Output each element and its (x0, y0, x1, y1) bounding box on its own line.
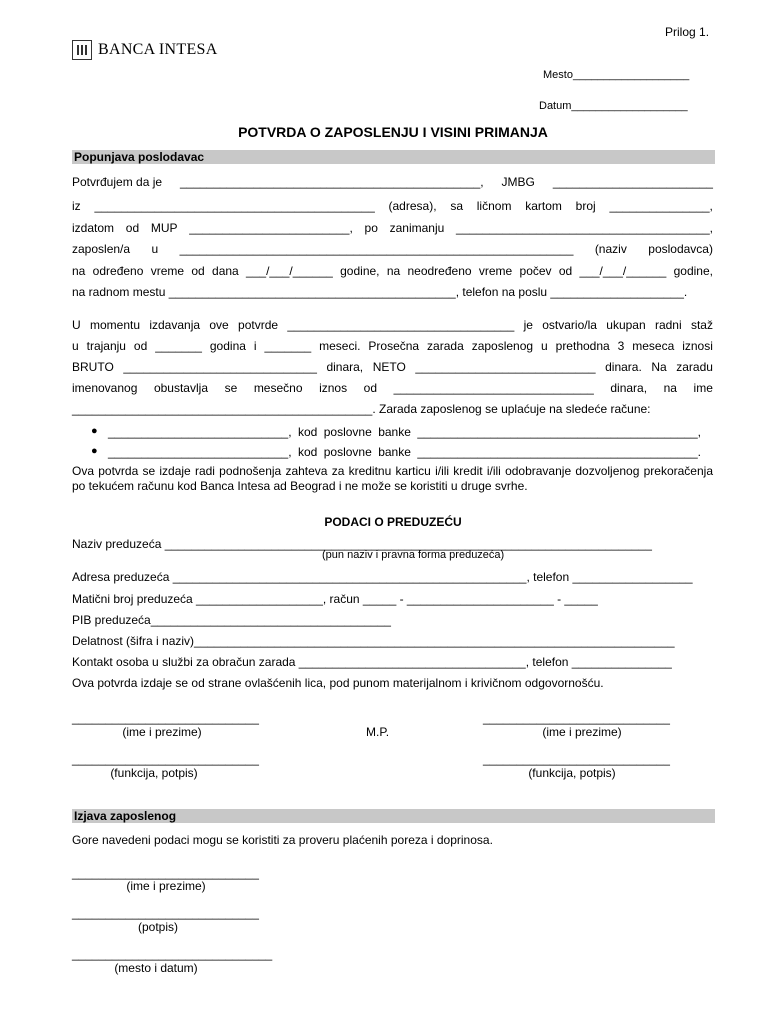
income-word: od (363, 381, 378, 395)
income-word: iznosi (682, 339, 713, 353)
income-word: i (253, 339, 257, 353)
income-word: meseci. (319, 339, 361, 353)
income-word: u (72, 339, 79, 353)
income-word: U (72, 318, 81, 332)
employer-word: od (558, 264, 573, 278)
employer-word: MUP (150, 221, 178, 235)
account-word: __________________________________________, (417, 425, 701, 439)
employer-word: izdatom (72, 221, 115, 235)
employer-word: ___/___/______ (246, 264, 333, 278)
employer-word: _______________, (609, 199, 713, 213)
income-word: zaradu (676, 360, 713, 374)
bank-logo (72, 40, 218, 60)
income-word: zaposlenog (471, 339, 534, 353)
mesto-field[interactable]: Mesto___________________ (543, 69, 690, 81)
employer-word: sa (450, 199, 463, 213)
employer-word: zaposlen/a (72, 242, 131, 256)
employer-word: Potvrđujem da je (72, 175, 163, 189)
employer-word: JMBG (501, 175, 535, 189)
employer-word: ___/___/______ (579, 264, 667, 278)
income-word: ime (693, 381, 713, 395)
account-line[interactable] (108, 445, 701, 459)
kontakt-field[interactable]: Kontakt osoba u službi za obračun zarada __________________________________, telefon _______________ (72, 655, 672, 669)
pib-field[interactable]: PIB preduzeća____________________________________ (72, 613, 391, 627)
account-word: ___________________________, (108, 425, 292, 439)
income-word: ove (209, 318, 229, 332)
income-word: momentu (89, 318, 141, 332)
income-word: obustavlja (153, 381, 208, 395)
income-word: ostvario/la (542, 318, 597, 332)
income-word: imenovanog (72, 381, 138, 395)
account-word: kod (297, 425, 318, 439)
employee-place-date-label: (mesto i datum) (114, 961, 198, 975)
delatnost-field[interactable]: Delatnost (šifra i naziv)________________________________________________________________________ (72, 634, 675, 648)
employee-name-line[interactable]: ____________________________ (72, 866, 259, 880)
employer-line[interactable] (72, 199, 713, 213)
income-word: _______ (264, 339, 312, 353)
employer-word: neodređeno (407, 264, 472, 278)
employer-word: po (364, 221, 378, 235)
income-word: iznos (319, 381, 348, 395)
income-word: dinara, (610, 381, 648, 395)
income-word: _____________________________________________. Zarada zaposlenog se uplaćuje na sledeće račune: (72, 402, 651, 416)
employee-signature-line[interactable]: ____________________________ (72, 906, 259, 920)
document-title: POTVRDA O ZAPOSLENJU I VISINI PRIMANJA (238, 124, 548, 140)
employer-word: vreme (150, 264, 185, 278)
employer-word: vreme (478, 264, 513, 278)
funkcija-label-left: (funkcija, potpis) (110, 766, 198, 780)
income-word: _______ (155, 339, 202, 353)
employer-word: (adresa), (388, 199, 437, 213)
naziv-hint: (pun naziv i pravna forma preduzeća) (322, 549, 505, 561)
income-word: od (133, 339, 148, 353)
employer-word: broj (575, 199, 596, 213)
employer-word: __________________________________________ (94, 199, 375, 213)
income-word: NETO (372, 360, 406, 374)
income-word: dinara, (326, 360, 364, 374)
company-heading: PODACI O PREDUZEĆU (324, 515, 462, 529)
income-word: meseca (632, 339, 675, 353)
responsibility-statement: Ova potvrda izdaje se od strane ovlašćenih lica, pod punom materijalnom i krivičnom odgovornošću. (72, 676, 604, 690)
employer-word: (naziv (594, 242, 627, 256)
income-word: staž (690, 318, 713, 332)
income-word: _____________________________ (123, 360, 317, 374)
employer-word: od (191, 264, 205, 278)
employer-word: na (72, 264, 86, 278)
income-line[interactable] (72, 360, 713, 374)
income-word: u (541, 339, 548, 353)
income-line[interactable] (72, 381, 713, 395)
account-line[interactable] (108, 425, 701, 439)
employer-line[interactable] (72, 264, 713, 278)
employer-word: određeno (92, 264, 144, 278)
income-word: ukupan (606, 318, 646, 332)
employer-word: poslodavca) (648, 242, 713, 256)
employer-word: na (386, 264, 401, 278)
employer-word: godine, (673, 264, 713, 278)
prilog-label: Prilog 1. (665, 25, 710, 39)
account-word: banke (378, 445, 411, 459)
employer-word: ______________________________________, (456, 221, 713, 235)
logo-text: BANCA INTESA (98, 41, 218, 58)
employer-line[interactable] (72, 221, 713, 235)
funkcija-label-right: (funkcija, potpis) (528, 766, 616, 780)
account-word: poslovne (323, 445, 372, 459)
employer-word: godine, (340, 264, 380, 278)
employer-word: kartom (525, 199, 562, 213)
employer-word: ________________________, (189, 221, 353, 235)
employee-place-date-line[interactable]: ______________________________ (72, 947, 273, 961)
maticni-field[interactable]: Matični broj preduzeća ___________________, račun _____ - ______________________ - _____ (72, 592, 598, 606)
income-word: trajanju (86, 339, 126, 353)
employee-name-label: (ime i prezime) (126, 879, 206, 893)
employer-word: iz (72, 199, 81, 213)
income-line[interactable] (72, 402, 713, 416)
account-word: ___________________________, (108, 445, 292, 459)
employer-word: _____________________________________________, (179, 175, 484, 189)
employer-word: na radnom mestu ___________________________________________, telefon na poslu ____________________. (72, 285, 688, 299)
income-word: izdavanja (149, 318, 201, 332)
employer-word: ___________________________________________________________ (179, 242, 574, 256)
employee-signature-label: (potpis) (137, 920, 178, 934)
income-word: je (523, 318, 533, 332)
naziv-field[interactable]: Naziv preduzeća _________________________________________________________________________ (72, 537, 652, 551)
employer-line[interactable] (72, 285, 713, 299)
employer-word: dana (212, 264, 239, 278)
account-word: banke (378, 425, 411, 439)
income-word: zarada (427, 339, 464, 353)
datum-field[interactable]: Datum___________________ (539, 100, 688, 112)
section-bar-employee: Izjava zaposlenog (72, 809, 715, 823)
income-word: Prosečna (368, 339, 420, 353)
account-word: poslovne (323, 425, 372, 439)
adresa-field[interactable]: Adresa preduzeća _____________________________________________________, telefon __________________ (72, 570, 693, 584)
function-line-right[interactable]: ____________________________ (483, 752, 670, 766)
section-bar-employer: Popunjava poslodavac (72, 150, 715, 164)
account-word: kod (297, 445, 318, 459)
employer-line[interactable] (72, 175, 713, 189)
income-word: __________________________________ (287, 318, 515, 332)
account-word: __________________________________________. (417, 445, 701, 459)
signature-line-left[interactable]: ____________________________ (72, 711, 259, 725)
employer-word: ličnom (476, 199, 512, 213)
income-word: godina (209, 339, 246, 353)
income-word: ______________________________ (393, 381, 594, 395)
purpose-note: Ova potvrda se izdaje radi podnošenja zahteva za kreditnu karticu i/ili kredit i/ili odobravanje dozvoljenog prekoračenja po tekućem računu kod Banca Intesa ad Beograd i ne može se koristiti u druge svrhe. (72, 464, 713, 493)
employee-statement: Gore navedeni podaci mogu se koristiti za proveru plaćenih poreza i doprinosa. (72, 833, 493, 847)
employer-word: od (125, 221, 140, 235)
employer-word: ________________________ (552, 175, 713, 189)
bullet-icon: ● (91, 445, 98, 457)
employer-line[interactable] (72, 242, 713, 256)
employer-word: zanimanju (389, 221, 445, 235)
income-word: mesečno (253, 381, 303, 395)
income-line[interactable] (72, 339, 713, 353)
income-word: potvrde (238, 318, 279, 332)
income-word: 3 (617, 339, 625, 353)
employer-word: počev (519, 264, 552, 278)
ime-prezime-label-right: (ime i prezime) (542, 725, 622, 739)
income-word: na (663, 381, 677, 395)
income-word: prethodna (555, 339, 610, 353)
ime-prezime-label-left: (ime i prezime) (122, 725, 202, 739)
bullet-icon: ● (91, 425, 98, 437)
income-word: dinara. (605, 360, 642, 374)
income-word: radni (654, 318, 682, 332)
employer-word: u (151, 242, 159, 256)
income-word: Na (651, 360, 667, 374)
function-line-left[interactable]: ____________________________ (72, 752, 259, 766)
income-word: se (224, 381, 238, 395)
income-word: ___________________________ (415, 360, 596, 374)
mp-label: M.P. (366, 725, 390, 739)
income-word: BRUTO (72, 360, 114, 374)
logo-icon (72, 40, 92, 60)
income-line[interactable] (72, 318, 713, 332)
signature-line-right[interactable]: ____________________________ (483, 711, 670, 725)
